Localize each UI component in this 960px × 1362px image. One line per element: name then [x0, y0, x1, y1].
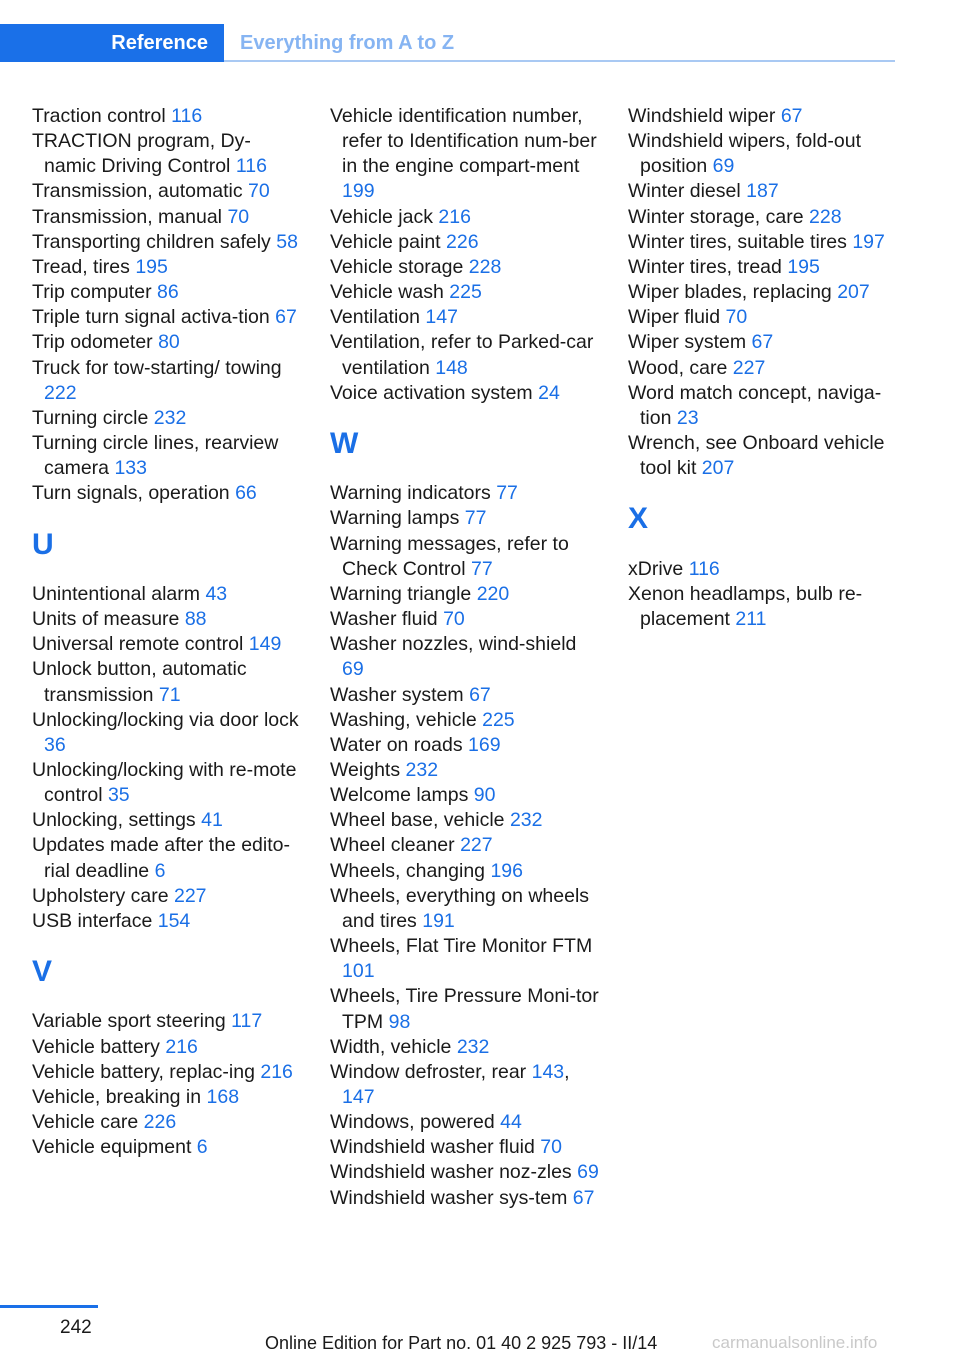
page-reference-link[interactable]: 67: [469, 683, 491, 706]
index-entry: [628, 255, 898, 280]
index-term: Washer nozzles, wind-shield: [330, 633, 577, 656]
page-reference-link[interactable]: 197: [852, 230, 885, 253]
index-entry: [32, 1135, 302, 1160]
index-entry: [628, 230, 898, 255]
index-term: Ventilation, refer to Parked-car ventilation: [330, 331, 594, 379]
index-entry: [330, 305, 600, 330]
index-entry: [32, 1035, 302, 1060]
index-term: Width, vehicle: [330, 1035, 452, 1058]
index-entry: [32, 1110, 302, 1135]
edition-note: Online Edition for Part no. 01 40 2 925 793 - II/14: [265, 1333, 658, 1353]
index-term: Washing, vehicle: [330, 708, 477, 731]
page-reference-link[interactable]: 207: [837, 281, 870, 304]
index-entry: [628, 104, 898, 129]
page-reference-link[interactable]: 36: [44, 733, 66, 756]
index-term: Washer system: [330, 683, 464, 706]
index-term: Washer fluid: [330, 608, 438, 631]
index-term: Transporting children safely: [32, 230, 271, 253]
page-reference-link[interactable]: 70: [540, 1136, 562, 1159]
index-entry: [330, 481, 600, 506]
index-entry: [32, 758, 302, 808]
page-reference-link[interactable]: 228: [809, 205, 842, 228]
page-reference-link[interactable]: 43: [205, 582, 228, 605]
index-entry: [32, 607, 302, 632]
page-reference-link[interactable]: 232: [456, 1035, 490, 1058]
index-term: Wheels, changing: [330, 859, 486, 882]
index-term: Water on roads: [330, 733, 463, 756]
page-reference-link[interactable]: 86: [156, 281, 179, 304]
index-term: Transmission, manual: [32, 205, 223, 228]
index-column-2: [330, 104, 600, 1211]
index-term: Unlocking/locking with re-mote control: [32, 758, 297, 807]
header-subsection-title: Everything from A to Z: [240, 32, 455, 54]
page-reference-link[interactable]: 69: [342, 658, 364, 681]
index-term: Wiper fluid: [628, 306, 721, 329]
index-entry: [330, 607, 600, 632]
page-reference-link[interactable]: 195: [135, 255, 168, 278]
index-entry: [32, 230, 302, 255]
index-term: Winter diesel: [628, 180, 741, 203]
index-term: Windshield wipers, fold-out position: [628, 130, 862, 178]
index-term: USB interface: [32, 909, 153, 932]
page-reference-link[interactable]: 232: [153, 406, 187, 429]
index-entry: [32, 255, 302, 280]
index-entry: [32, 104, 302, 129]
index-entry: [330, 280, 600, 305]
index-term: Truck for tow-starting/ towing: [32, 356, 282, 379]
page-reference-link[interactable]: 191: [422, 909, 455, 932]
page-reference-link[interactable]: 220: [476, 582, 510, 605]
index-entry: [628, 179, 898, 204]
index-term: Winter tires, suitable tires: [628, 230, 847, 253]
index-term: Welcome lamps: [330, 784, 469, 807]
page-reference-link[interactable]: 211: [735, 608, 767, 631]
index-column-3: [628, 104, 898, 632]
index-term: Vehicle care: [32, 1111, 139, 1134]
index-term: Upholstery care: [32, 884, 169, 907]
index-entry: [628, 356, 898, 381]
index-term: Winter storage, care: [628, 205, 804, 228]
index-term: Warning lamps: [330, 507, 460, 530]
index-term: Wiper blades, replacing: [628, 281, 832, 304]
page-reference-link[interactable]: 116: [235, 155, 267, 178]
index-column-1: [32, 104, 302, 1160]
page-reference-link[interactable]: 199: [342, 180, 375, 203]
index-entry: [628, 381, 898, 431]
index-term: Tread, tires: [32, 255, 130, 278]
index-entry: [32, 431, 302, 481]
index-entry: [32, 129, 302, 179]
index-term: Universal remote control: [32, 633, 244, 656]
index-entry: [330, 506, 600, 531]
page-reference-link[interactable]: 116: [688, 557, 720, 580]
index-term: Vehicle paint: [330, 230, 441, 253]
page-reference-link[interactable]: 222: [44, 381, 77, 404]
index-entry: [330, 632, 600, 682]
index-term: Word match concept, naviga-tion: [628, 381, 882, 429]
index-letter-heading: X: [628, 502, 649, 536]
index-entry: [330, 808, 600, 833]
page-reference-link[interactable]: 69: [577, 1161, 599, 1184]
index-entry: [330, 1160, 600, 1185]
page-reference-link[interactable]: 168: [206, 1085, 240, 1108]
index-entry: [32, 909, 302, 934]
page-reference-link[interactable]: 70: [443, 608, 465, 631]
page-reference-link[interactable]: 67: [572, 1186, 595, 1209]
index-term: Vehicle battery: [32, 1035, 160, 1058]
page-reference-link[interactable]: 169: [468, 733, 501, 756]
page-reference-link[interactable]: 70: [725, 306, 748, 329]
index-term: Transmission, automatic: [32, 180, 243, 203]
index-entry: [32, 280, 302, 305]
index-term: Trip odometer: [32, 331, 153, 354]
index-entry: [32, 1085, 302, 1110]
index-term: Turning circle: [32, 406, 149, 429]
index-entry: [32, 808, 302, 833]
index-term: Unintentional alarm: [32, 582, 201, 605]
footer-rule: [0, 1305, 98, 1308]
page-reference-link[interactable]: 216: [165, 1035, 198, 1058]
index-entry: [330, 1186, 600, 1211]
index-entry: [330, 330, 600, 380]
index-entry: [32, 205, 302, 230]
header-rule: [224, 60, 895, 62]
index-entry: [628, 205, 898, 230]
index-entry: [330, 733, 600, 758]
index-entry: [32, 1060, 302, 1085]
index-term: Vehicle identification number, refer to Identification num-ber in the engine compart-ment: [330, 105, 597, 178]
page-reference-link[interactable]: 70: [248, 180, 270, 203]
index-letter-heading: U: [32, 527, 54, 561]
header-section-title: Reference: [111, 32, 208, 54]
index-entry: [32, 1009, 302, 1034]
page-reference-link[interactable]: 98: [388, 1010, 411, 1033]
page-reference-link[interactable]: 6: [196, 1136, 208, 1159]
index-term: Wheel cleaner: [330, 834, 455, 857]
page-reference-link[interactable]: 225: [482, 708, 515, 731]
page-reference-link[interactable]: 77: [470, 557, 493, 580]
index-entry: [330, 532, 600, 582]
page-number: 242: [60, 1317, 92, 1338]
index-term: Winter tires, tread: [628, 255, 782, 278]
index-term: Traction control: [32, 105, 166, 127]
page-reference-link[interactable]: 149: [248, 633, 282, 656]
index-entry: [628, 330, 898, 355]
index-entry: [628, 582, 898, 632]
page-reference-link[interactable]: 24: [538, 381, 560, 404]
page-reference-link[interactable]: 67: [275, 306, 297, 329]
index-term: Vehicle battery, replac-ing: [32, 1060, 255, 1083]
index-letter-heading: W: [330, 426, 359, 460]
index-entry: [32, 330, 302, 355]
page-reference-link[interactable]: 71: [158, 683, 181, 706]
page-reference-link[interactable]: 232: [405, 758, 439, 781]
page-reference-link[interactable]: 187: [746, 180, 779, 203]
page-reference-link[interactable]: 101: [342, 960, 375, 983]
index-entry: [330, 205, 600, 230]
index-entry: [330, 859, 600, 884]
index-entry: [330, 884, 600, 934]
index-term: Windows, powered: [330, 1111, 495, 1134]
index-entry: [628, 280, 898, 305]
index-term: Wood, care: [628, 356, 728, 379]
page-reference-link[interactable]: 44: [500, 1111, 522, 1134]
index-entry: [330, 230, 600, 255]
index-term: Vehicle, breaking in: [32, 1085, 202, 1108]
index-entry: [32, 884, 302, 909]
page-reference-link[interactable]: 35: [107, 784, 130, 807]
page-reference-link[interactable]: 226: [143, 1111, 177, 1134]
index-entry: [32, 632, 302, 657]
index-term: Ventilation: [330, 306, 420, 329]
page-reference-link[interactable]: 69: [712, 155, 735, 178]
page-reference-link[interactable]: 58: [276, 230, 298, 253]
index-term: TRACTION program, Dy-namic Driving Control: [32, 130, 251, 178]
index-term: Trip computer: [32, 281, 152, 304]
index-entry: [330, 104, 600, 205]
index-entry: [330, 783, 600, 808]
index-term: Warning messages, refer to Check Control: [330, 532, 569, 580]
page-reference-link[interactable]: 143: [531, 1060, 565, 1083]
index-entry: [628, 431, 898, 481]
page-reference-link[interactable]: 77: [496, 482, 518, 505]
index-term: Wiper system: [628, 331, 747, 354]
page-reference-link[interactable]: 227: [732, 356, 766, 379]
index-term: xDrive: [628, 557, 684, 580]
page-reference-link[interactable]: 67: [751, 331, 774, 354]
index-term: Unlocking/locking via door lock: [32, 708, 299, 731]
index-term: Vehicle storage: [330, 255, 464, 278]
page-reference-link[interactable]: 216: [438, 205, 471, 228]
index-entry: [32, 406, 302, 431]
index-entry: [32, 657, 302, 707]
index-term: Turn signals, operation: [32, 482, 230, 505]
index-entry: [32, 179, 302, 204]
page-reference-link[interactable]: 80: [158, 331, 180, 354]
index-entry: [330, 683, 600, 708]
index-term: Updates made after the edito-rial deadline: [32, 834, 290, 882]
index-entry: [32, 833, 302, 883]
index-entry: [628, 305, 898, 330]
index-term: Triple turn signal activa-tion: [32, 306, 270, 329]
page-reference-link[interactable]: 148: [435, 356, 468, 379]
index-entry: [330, 1110, 600, 1135]
watermark: carmanualsonline.info: [712, 1333, 878, 1352]
index-entry: [32, 708, 302, 758]
index-term: Wheel base, vehicle: [330, 809, 505, 832]
page-reference-link[interactable]: 216: [260, 1060, 293, 1083]
index-entry: [628, 557, 898, 582]
index-term: Voice activation system: [330, 381, 533, 404]
index-entry: [32, 582, 302, 607]
index-term: Turning circle lines, rearview camera: [32, 432, 279, 480]
page-reference-link[interactable]: 195: [787, 255, 820, 278]
page-reference-link[interactable]: 232: [509, 809, 543, 832]
index-term: Unlock button, automatic transmission: [32, 658, 247, 706]
index-entry: [330, 1135, 600, 1160]
index-term: Windshield washer sys-tem: [330, 1186, 568, 1209]
index-entry: [32, 481, 302, 506]
page-reference-link[interactable]: 196: [490, 859, 523, 882]
index-term: Vehicle jack: [330, 205, 433, 228]
page-reference-link[interactable]: 147: [342, 1086, 375, 1109]
page-header: [0, 24, 895, 62]
page-reference-link[interactable]: 70: [227, 205, 250, 228]
index-entry: [32, 356, 302, 406]
page-reference-link[interactable]: 228: [468, 255, 502, 278]
index-entry: [330, 758, 600, 783]
index-term: Vehicle equipment: [32, 1136, 192, 1159]
page-reference-link[interactable]: 154: [157, 909, 191, 932]
index-term: Vehicle wash: [330, 281, 444, 304]
index-entry: [330, 255, 600, 280]
page-reference-link[interactable]: 88: [184, 608, 207, 631]
page-reference-link[interactable]: 117: [231, 1010, 263, 1033]
page-reference-link[interactable]: 23: [676, 406, 699, 429]
index-term: Warning indicators: [330, 482, 491, 505]
index-term: Warning triangle: [330, 582, 472, 605]
page-reference-link[interactable]: 225: [449, 281, 482, 304]
index-term: Weights: [330, 758, 401, 781]
page-reference-link[interactable]: 226: [446, 230, 479, 253]
page-reference-link[interactable]: 6: [154, 859, 166, 882]
index-entry: [330, 381, 600, 406]
index-term: Wheels, Tire Pressure Moni-tor TPM: [330, 985, 599, 1033]
index-entry: [330, 833, 600, 858]
index-term: Windshield washer fluid: [330, 1136, 535, 1159]
index-entry: [628, 129, 898, 179]
page-reference-link[interactable]: 133: [114, 457, 147, 480]
index-entry: Window defroster, rear 143, 147: [330, 1060, 570, 1109]
index-entry: [330, 934, 600, 984]
page-reference-link[interactable]: 147: [425, 306, 458, 329]
index-term: Variable sport steering: [32, 1010, 226, 1033]
index-term: Unlocking, settings: [32, 809, 196, 832]
page-reference-link[interactable]: 227: [460, 834, 493, 857]
page-reference-link[interactable]: 66: [235, 482, 257, 505]
index-term: Units of measure: [32, 608, 180, 631]
index-entry: [330, 1035, 600, 1060]
page-reference-link[interactable]: 227: [173, 884, 207, 907]
page-reference-link[interactable]: 90: [473, 784, 496, 807]
index-term: Window defroster, rear: [330, 1060, 527, 1083]
index-term: Wheels, Flat Tire Monitor FTM: [330, 935, 593, 958]
index-term: Windshield wiper: [628, 105, 776, 127]
page-reference-link[interactable]: 207: [701, 457, 735, 480]
index-term: Wheels, everything on wheels and tires: [330, 884, 590, 932]
page-reference-link[interactable]: 41: [201, 809, 223, 832]
page-reference-link[interactable]: 77: [464, 507, 487, 530]
index-term: Wrench, see Onboard vehicle tool kit: [628, 432, 885, 480]
index-term: Xenon headlamps, bulb re-placement: [628, 582, 863, 631]
index-entry: [32, 305, 302, 330]
page-reference-link[interactable]: 116: [171, 105, 203, 127]
index-letter-heading: V: [32, 955, 53, 989]
index-term: Windshield washer noz-zles: [330, 1161, 572, 1184]
index-entry: [330, 582, 600, 607]
page-reference-link[interactable]: 67: [780, 105, 803, 127]
index-entry: [330, 708, 600, 733]
index-entry: [330, 984, 600, 1034]
